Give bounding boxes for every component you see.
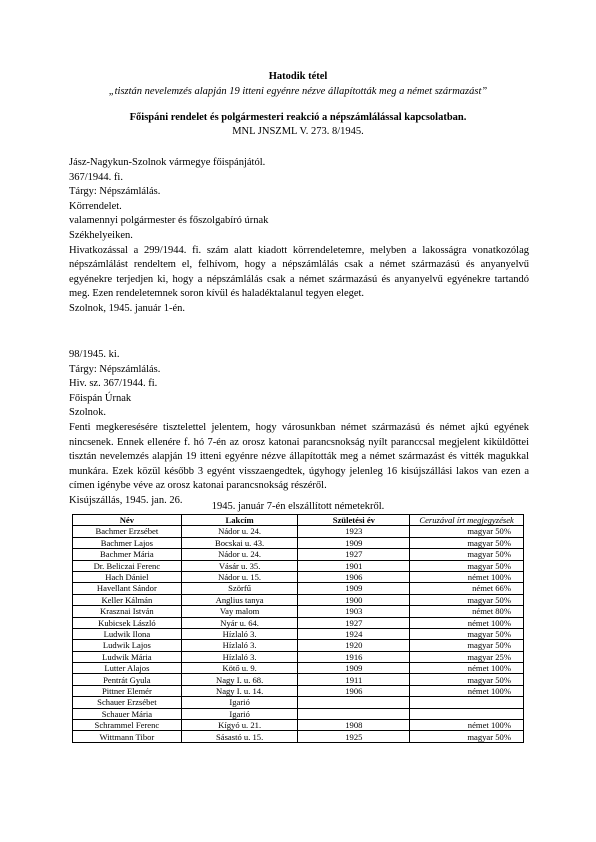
document-title: Főispáni rendelet és polgármesteri reakció a népszámlálással kapcsolatban. bbox=[129, 112, 467, 123]
letter2-line: Tárgy: Népszámlálás. bbox=[69, 363, 161, 375]
cell-birth-year: 1925 bbox=[298, 731, 410, 742]
table-caption: 1945. január 7-én elszállított németekről. bbox=[211, 501, 385, 512]
letter1-body: Hivatkozással a 299/1944. fi. szám alatt kiadott körrendeletemre, melyben a lakosságra vonatkozólag népszámlálást rendeltem el, felhívom, hogy a népszámlálás csak a német származású és anyanyelvű egyénekre terjedjen ki, hogy a népszámlálás csak a német származású és anyanyelvű egyénekre tartandó meg. Ezen rendeletemnek soron kívül és haladéktalanul tegyen eleget. bbox=[69, 244, 529, 300]
table-row bbox=[73, 583, 524, 594]
letter1-line: Székhelyeiken. bbox=[69, 229, 133, 241]
cell-address: Nyár u. 64. bbox=[181, 617, 298, 628]
table-row bbox=[73, 537, 524, 548]
cell-address: Vásár u. 35. bbox=[181, 560, 298, 571]
cell-address: Nagy I. u. 68. bbox=[181, 674, 298, 685]
cell-name: Bachmer Lajos bbox=[73, 537, 182, 548]
cell-name: Schauer Erzsébet bbox=[73, 697, 182, 708]
cell-name: Ludwik Lajos bbox=[73, 640, 182, 651]
cell-birth-year: 1927 bbox=[298, 549, 410, 560]
table-row bbox=[73, 571, 524, 582]
prefect-circular bbox=[69, 156, 529, 317]
cell-name: Kubicsek László bbox=[73, 617, 182, 628]
letter2-closing: Kisújszállás, 1945. jan. 26. bbox=[69, 494, 183, 506]
letter1-line: Körrendelet. bbox=[69, 200, 122, 212]
cell-name: Pentrát Gyula bbox=[73, 674, 182, 685]
cell-notes: magyar 50% bbox=[410, 537, 524, 548]
cell-birth-year: 1924 bbox=[298, 628, 410, 639]
cell-birth-year: 1908 bbox=[298, 720, 410, 731]
letter2-line: Szolnok. bbox=[69, 407, 107, 419]
cell-address: Bocskai u. 43. bbox=[181, 537, 298, 548]
cell-name: Lutter Alajos bbox=[73, 663, 182, 674]
table-row bbox=[73, 708, 524, 719]
cell-notes bbox=[410, 708, 524, 719]
cell-notes: német 80% bbox=[410, 606, 524, 617]
cell-birth-year: 1906 bbox=[298, 685, 410, 696]
table-row bbox=[73, 685, 524, 696]
letter1-line: Tárgy: Népszámlálás. bbox=[69, 186, 161, 198]
cell-notes: német 66% bbox=[410, 583, 524, 594]
table-row bbox=[73, 674, 524, 685]
cell-name: Havellant Sándor bbox=[73, 583, 182, 594]
letter2-line: Hiv. sz. 367/1944. fi. bbox=[69, 378, 158, 390]
cell-name: Bachmer Mária bbox=[73, 549, 182, 560]
cell-address: Nádor u. 24. bbox=[181, 526, 298, 537]
cell-birth-year: 1903 bbox=[298, 606, 410, 617]
letter2-line: 98/1945. ki. bbox=[69, 349, 120, 360]
cell-address: Szörfű bbox=[181, 583, 298, 594]
cell-notes: német 100% bbox=[410, 663, 524, 674]
cell-address: Nádor u. 15. bbox=[181, 571, 298, 582]
cell-address: Igarió bbox=[181, 697, 298, 708]
cell-birth-year bbox=[298, 708, 410, 719]
cell-notes bbox=[410, 697, 524, 708]
deportees-table bbox=[72, 514, 524, 743]
cell-address: Anglius tanya bbox=[181, 594, 298, 605]
cell-address: Hízlaló 3. bbox=[181, 640, 298, 651]
cell-name: Schauer Mária bbox=[73, 708, 182, 719]
cell-birth-year: 1923 bbox=[298, 526, 410, 537]
cell-name: Pittner Elemér bbox=[73, 685, 182, 696]
table-row bbox=[73, 651, 524, 662]
table-row bbox=[73, 720, 524, 731]
section-subtitle: „tisztán nevelemzés alapján 19 itteni egyénre nézve állapították meg a német származást” bbox=[108, 86, 488, 97]
cell-address: Hízlaló 3. bbox=[181, 651, 298, 662]
table-row bbox=[73, 526, 524, 537]
cell-name: Dr. Beliczai Ferenc bbox=[73, 560, 182, 571]
cell-notes: német 100% bbox=[410, 571, 524, 582]
cell-birth-year bbox=[298, 697, 410, 708]
cell-notes: magyar 50% bbox=[410, 526, 524, 537]
table-header-row bbox=[73, 515, 524, 526]
cell-name: Hach Dániel bbox=[73, 571, 182, 582]
cell-birth-year: 1909 bbox=[298, 537, 410, 548]
archive-reference: MNL JNSZML V. 273. 8/1945. bbox=[232, 126, 364, 137]
cell-birth-year: 1906 bbox=[298, 571, 410, 582]
header-birth-year: Születési év bbox=[298, 515, 410, 526]
cell-birth-year: 1916 bbox=[298, 651, 410, 662]
cell-birth-year: 1927 bbox=[298, 617, 410, 628]
cell-notes: magyar 25% bbox=[410, 651, 524, 662]
cell-birth-year: 1900 bbox=[298, 594, 410, 605]
cell-name: Ludwik Mária bbox=[73, 651, 182, 662]
cell-notes: magyar 50% bbox=[410, 628, 524, 639]
cell-notes: német 100% bbox=[410, 720, 524, 731]
cell-birth-year: 1920 bbox=[298, 640, 410, 651]
section-title: Hatodik tétel bbox=[268, 71, 328, 82]
cell-address: Igarió bbox=[181, 708, 298, 719]
cell-name: Krasznai István bbox=[73, 606, 182, 617]
letter1-line: 367/1944. fi. bbox=[69, 171, 123, 183]
header-name: Név bbox=[73, 515, 182, 526]
header-address: Lakcím bbox=[181, 515, 298, 526]
mayor-reply bbox=[69, 348, 529, 509]
table-row bbox=[73, 606, 524, 617]
table-row bbox=[73, 617, 524, 628]
cell-address: Hízlaló 3. bbox=[181, 628, 298, 639]
cell-address: Nádor u. 24. bbox=[181, 549, 298, 560]
cell-birth-year: 1909 bbox=[298, 663, 410, 674]
cell-name: Wittmann Tibor bbox=[73, 731, 182, 742]
table-row bbox=[73, 663, 524, 674]
cell-notes: magyar 50% bbox=[410, 594, 524, 605]
letter2-line: Főispán Úrnak bbox=[69, 392, 132, 404]
cell-notes: magyar 50% bbox=[410, 674, 524, 685]
cell-notes: német 100% bbox=[410, 617, 524, 628]
cell-address: Kötő u. 9. bbox=[181, 663, 298, 674]
letter1-closing: Szolnok, 1945. január 1-én. bbox=[69, 302, 186, 314]
table-row bbox=[73, 549, 524, 560]
cell-notes: német 100% bbox=[410, 685, 524, 696]
table-row bbox=[73, 640, 524, 651]
cell-address: Sásastó u. 15. bbox=[181, 731, 298, 742]
cell-notes: magyar 50% bbox=[410, 640, 524, 651]
cell-birth-year: 1911 bbox=[298, 674, 410, 685]
table-row bbox=[73, 697, 524, 708]
table-row bbox=[73, 560, 524, 571]
letter1-line: Jász-Nagykun-Szolnok vármegye főispánjától. bbox=[69, 157, 266, 168]
cell-name: Schrammel Ferenc bbox=[73, 720, 182, 731]
table-row bbox=[73, 594, 524, 605]
table-row bbox=[73, 731, 524, 742]
cell-address: Vay malom bbox=[181, 606, 298, 617]
cell-name: Ludwik Ilona bbox=[73, 628, 182, 639]
cell-notes: magyar 50% bbox=[410, 731, 524, 742]
cell-birth-year: 1909 bbox=[298, 583, 410, 594]
table-row bbox=[73, 628, 524, 639]
cell-notes: magyar 50% bbox=[410, 560, 524, 571]
cell-birth-year: 1901 bbox=[298, 560, 410, 571]
letter2-body: Fenti megkeresésére tisztelettel jelentem, hogy városunkban német származású és német ajkú egyének nincsenek. Ennek ellenére f. hó 7-én az orosz katonai parancsnokság nyílt paranccsal megjelent kiküldöttei tisztán nevelemzés alapján 19 itteni egyénre nézve állapították meg a német származást és vitték magukkal munkára. Ezek közül később 3 egyént visszaengedtek, úgyhogy jelenleg 16 kisújszállási lakos van ezen a címen igénybe véve az orosz katonai parancsnokság részéről. bbox=[69, 421, 529, 492]
cell-address: Nagy I. u. 14. bbox=[181, 685, 298, 696]
cell-notes: magyar 50% bbox=[410, 549, 524, 560]
cell-name: Keller Kálmán bbox=[73, 594, 182, 605]
cell-name: Bachmer Erzsébet bbox=[73, 526, 182, 537]
cell-address: Kígyó u. 21. bbox=[181, 720, 298, 731]
letter1-line: valamennyi polgármester és főszolgabíró úrnak bbox=[69, 215, 269, 227]
header-notes: Ceruzával írt megjegyzések bbox=[410, 515, 524, 526]
table-body bbox=[73, 526, 524, 742]
